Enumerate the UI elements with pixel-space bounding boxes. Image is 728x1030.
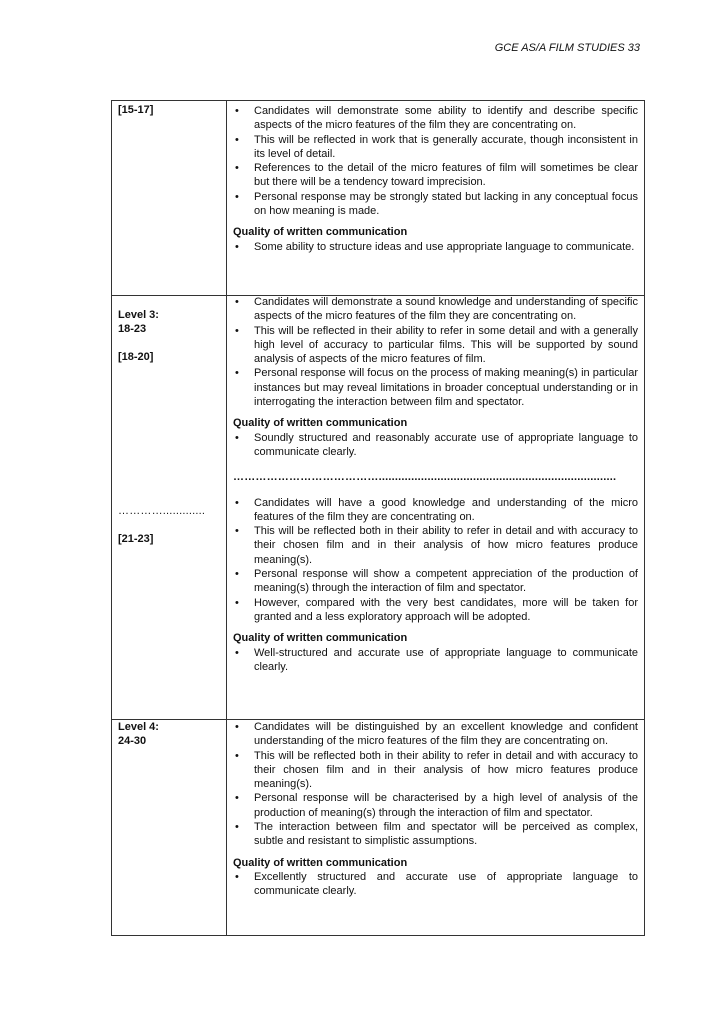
level-4-descriptor [233, 720, 638, 899]
column-divider [226, 101, 227, 935]
level-range: 18-23 [118, 323, 147, 335]
list-item: • This will be reflected both in their ability to refer in detail and with accuracy to their chosen film and in their analysis of how micro features produce meaning(s). [233, 749, 638, 792]
list-item: • Personal response will show a competent appreciation of the production of meaning(s) through the interaction of film and spectator. [233, 567, 638, 596]
quality-heading: Quality of written communication [233, 417, 408, 430]
quality-list [233, 240, 638, 254]
list-item: • Personal response will be characterised by a high level of analysis of the production of meaning(s) through the interaction of film and spectator. [233, 791, 638, 820]
dotted-separator: …………............. [118, 505, 206, 517]
list-item: • This will be reflected both in their ability to refer in detail and with accuracy to their chosen film and in their analysis of how micro features produce meaning(s). [233, 524, 638, 567]
list-item: • However, compared with the very best candidates, more will be taken for granted and a less exploratory approach will be adopted. [233, 596, 638, 625]
list-item: • Some ability to structure ideas and use appropriate language to communicate. [233, 240, 638, 254]
list-item: • Well-structured and accurate use of appropriate language to communicate clearly. [233, 646, 638, 675]
list-item: • References to the detail of the micro features of film will sometimes be clear but there will be a tendency toward imprecision. [233, 161, 638, 190]
dotted-separator: …………………………………......................................................................... [233, 471, 617, 484]
list-item: • Candidates will have a good knowledge and understanding of the micro features of the film they are concentrating on. [233, 496, 638, 525]
quality-list [233, 646, 638, 675]
list-item: • Personal response may be strongly stated but lacking in any conceptual focus on how meaning is made. [233, 190, 638, 219]
quality-list [233, 431, 638, 460]
mark-band-label: [15-17] [118, 104, 154, 116]
descriptor-list [233, 295, 638, 409]
list-item: • This will be reflected in work that is generally accurate, though inconsistent in its level of detail. [233, 133, 638, 162]
list-item: • Personal response will focus on the process of making meaning(s) in particular instances but may reveal limitations in broader conceptual understanding or in interrogating the interaction between film and spectator. [233, 366, 638, 409]
list-item: • This will be reflected in their ability to refer in some detail and with a generally high level of accuracy to particular films. This will be supported by sound analysis of aspects of the micro features of film. [233, 324, 638, 367]
list-item: • Candidates will demonstrate some ability to identify and describe specific aspects of the micro features of the film they are concentrating on. [233, 104, 638, 133]
descriptor-list [233, 720, 638, 849]
band-15-17-descriptor [233, 104, 638, 254]
level-label: Level 4: [118, 721, 159, 733]
descriptor-list [233, 496, 638, 625]
mark-band-label: [18-20] [118, 351, 154, 363]
quality-heading: Quality of written communication [233, 226, 408, 239]
list-item: • Candidates will demonstrate a sound knowledge and understanding of specific aspects of the micro features of the film they are concentrating on. [233, 295, 638, 324]
page-header: GCE AS/A FILM STUDIES 33 [494, 42, 640, 54]
quality-heading: Quality of written communication [233, 632, 408, 645]
quality-list [233, 870, 638, 899]
list-item: • Soundly structured and reasonably accurate use of appropriate language to communicate clearly. [233, 431, 638, 460]
quality-heading: Quality of written communication [233, 856, 408, 869]
list-item: • Excellently structured and accurate use of appropriate language to communicate clearly. [233, 870, 638, 899]
assessment-table [111, 100, 645, 936]
descriptor-list [233, 104, 638, 218]
level-range: 24-30 [118, 735, 147, 747]
mark-band-label: [21-23] [118, 533, 154, 545]
level-3-descriptor [233, 295, 638, 674]
level-label: Level 3: [118, 309, 159, 321]
list-item: • Candidates will be distinguished by an excellent knowledge and confident understanding of the micro features of the film they are concentrating on. [233, 720, 638, 749]
list-item: • The interaction between film and spectator will be perceived as complex, subtle and resistant to simplistic assumptions. [233, 820, 638, 849]
